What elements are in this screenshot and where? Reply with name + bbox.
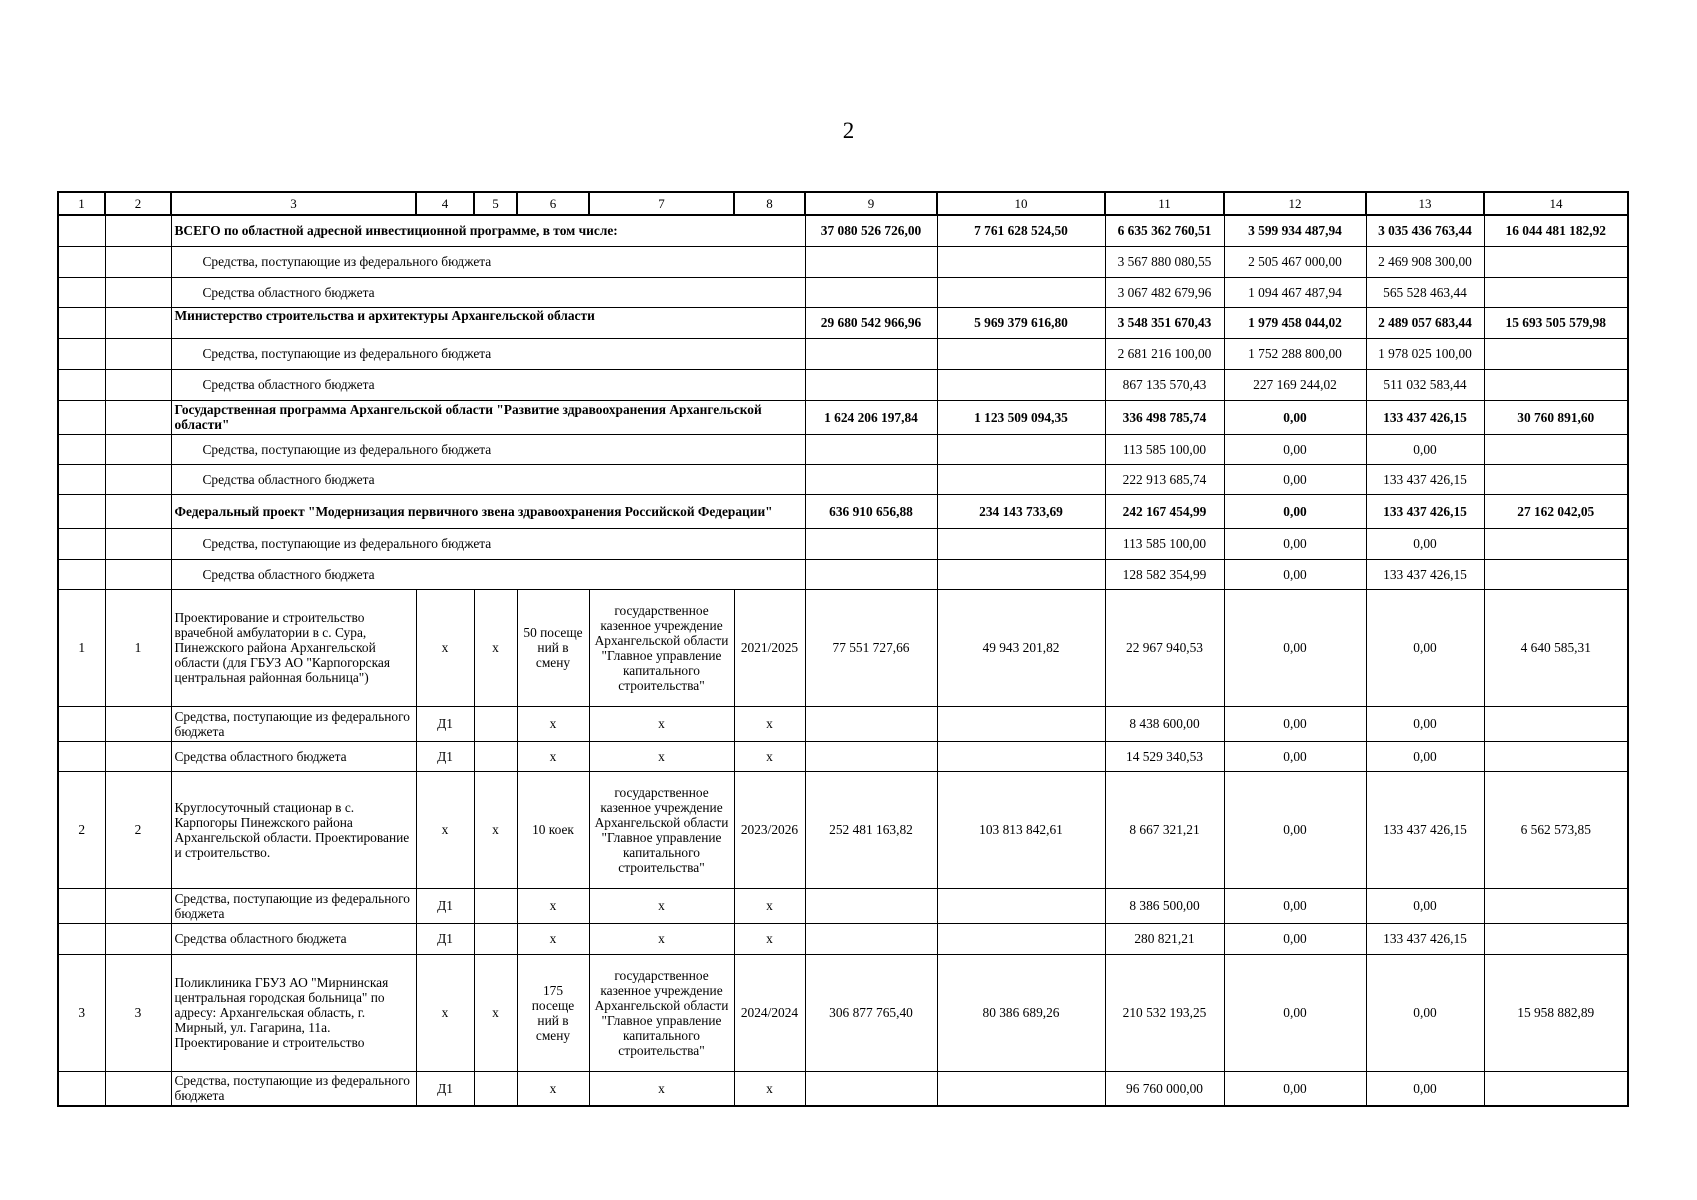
- value-cell: 6 562 573,85: [1484, 771, 1628, 888]
- value-cell: 0,00: [1366, 589, 1484, 706]
- row-number: 2: [58, 771, 105, 888]
- object-name: Поликлиника ГБУЗ АО "Мирнинская центральная городская больница" по адресу: Архангельская область, г. Мирный, ул. Гагарина, 11а. Проектирование и строительство: [171, 954, 416, 1071]
- value-cell: 252 481 163,82: [805, 771, 937, 888]
- value-cell: 3 599 934 487,94: [1224, 215, 1366, 246]
- cell-c7: х: [589, 741, 734, 771]
- funding-label: Средства, поступающие из федерального бюджета: [171, 246, 805, 277]
- column-number: 9: [805, 192, 937, 215]
- value-cell: 336 498 785,74: [1105, 400, 1224, 434]
- funding-label: Средства областного бюджета: [171, 923, 416, 954]
- value-cell: 0,00: [1366, 741, 1484, 771]
- column-number: 8: [734, 192, 805, 215]
- row-number: 2: [105, 771, 171, 888]
- value-cell: 0,00: [1224, 1071, 1366, 1106]
- funding-label: Средства, поступающие из федерального бюджета: [171, 434, 805, 464]
- row-number: 3: [58, 954, 105, 1071]
- value-cell: 0,00: [1224, 528, 1366, 559]
- value-cell: 30 760 891,60: [1484, 400, 1628, 434]
- value-cell: 0,00: [1366, 434, 1484, 464]
- value-cell: 1 752 288 800,00: [1224, 338, 1366, 369]
- value-cell: 1 979 458 044,02: [1224, 307, 1366, 338]
- value-cell: 5 969 379 616,80: [937, 307, 1105, 338]
- value-cell: 1 624 206 197,84: [805, 400, 937, 434]
- regional-funds-row: [58, 369, 1628, 400]
- value-cell: 3 567 880 080,55: [1105, 246, 1224, 277]
- cell-c5: х: [474, 954, 517, 1071]
- federal-funds-row: [58, 706, 1628, 741]
- funding-label: Средства, поступающие из федерального бюджета: [171, 1071, 416, 1106]
- funding-label: Средства областного бюджета: [171, 369, 805, 400]
- value-cell: 2 681 216 100,00: [1105, 338, 1224, 369]
- value-cell: 565 528 463,44: [1366, 277, 1484, 307]
- row-number: 1: [105, 589, 171, 706]
- funding-label: Средства областного бюджета: [171, 277, 805, 307]
- value-cell: 15 958 882,89: [1484, 954, 1628, 1071]
- regional-funds-row: [58, 464, 1628, 494]
- value-cell: 0,00: [1366, 1071, 1484, 1106]
- column-number: 6: [517, 192, 589, 215]
- value-cell: 242 167 454,99: [1105, 494, 1224, 528]
- value-cell: 133 437 426,15: [1366, 771, 1484, 888]
- value-cell: 0,00: [1224, 954, 1366, 1071]
- cell-c8: х: [734, 741, 805, 771]
- value-cell: 0,00: [1224, 888, 1366, 923]
- object-row: [58, 771, 1628, 888]
- value-cell: 2 489 057 683,44: [1366, 307, 1484, 338]
- cell-c6: х: [517, 923, 589, 954]
- cell-c6: х: [517, 888, 589, 923]
- value-cell: 210 532 193,25: [1105, 954, 1224, 1071]
- value-cell: 0,00: [1224, 400, 1366, 434]
- funding-label: Средства, поступающие из федерального бюджета: [171, 338, 805, 369]
- value-cell: 0,00: [1224, 464, 1366, 494]
- value-cell: 49 943 201,82: [937, 589, 1105, 706]
- object-customer: государственное казенное учреждение Архангельской области "Главное управление капитального строительства": [589, 771, 734, 888]
- value-cell: 3 548 351 670,43: [1105, 307, 1224, 338]
- regional-funds-row: [58, 923, 1628, 954]
- regional-funds-row: [58, 559, 1628, 589]
- federal-funds-row: [58, 434, 1628, 464]
- value-cell: 636 910 656,88: [805, 494, 937, 528]
- column-number: 2: [105, 192, 171, 215]
- regional-funds-row: [58, 741, 1628, 771]
- value-cell: 0,00: [1224, 706, 1366, 741]
- cell-c4: Д1: [416, 741, 474, 771]
- object-capacity: 50 посеще ний в смену: [517, 589, 589, 706]
- cell-c5: х: [474, 589, 517, 706]
- column-number: 1: [58, 192, 105, 215]
- column-number: 13: [1366, 192, 1484, 215]
- value-cell: 133 437 426,15: [1366, 400, 1484, 434]
- cell-c6: х: [517, 1071, 589, 1106]
- value-cell: 280 821,21: [1105, 923, 1224, 954]
- column-number: 10: [937, 192, 1105, 215]
- value-cell: 8 667 321,21: [1105, 771, 1224, 888]
- federal-funds-row: [58, 1071, 1628, 1106]
- value-cell: 133 437 426,15: [1366, 923, 1484, 954]
- object-capacity: 175 посеще ний в смену: [517, 954, 589, 1071]
- column-number: 3: [171, 192, 416, 215]
- value-cell: 22 967 940,53: [1105, 589, 1224, 706]
- column-number-row: [58, 192, 1628, 215]
- object-period: 2021/2025: [734, 589, 805, 706]
- cell-c4: Д1: [416, 1071, 474, 1106]
- page-number: 2: [842, 118, 855, 143]
- value-cell: 8 386 500,00: [1105, 888, 1224, 923]
- cell-c4: х: [416, 589, 474, 706]
- value-cell: 113 585 100,00: [1105, 434, 1224, 464]
- cell-c8: х: [734, 888, 805, 923]
- section-total-row: [58, 400, 1628, 434]
- section-title: ВСЕГО по областной адресной инвестиционной программе, в том числе:: [171, 215, 805, 246]
- value-cell: 0,00: [1224, 923, 1366, 954]
- section-title: Государственная программа Архангельской области "Развитие здравоохранения Архангельской области": [171, 400, 805, 434]
- value-cell: 306 877 765,40: [805, 954, 937, 1071]
- value-cell: 234 143 733,69: [937, 494, 1105, 528]
- value-cell: 0,00: [1224, 741, 1366, 771]
- funding-label: Средства областного бюджета: [171, 464, 805, 494]
- column-number: 14: [1484, 192, 1628, 215]
- federal-funds-row: [58, 338, 1628, 369]
- column-number: 7: [589, 192, 734, 215]
- value-cell: 16 044 481 182,92: [1484, 215, 1628, 246]
- value-cell: 8 438 600,00: [1105, 706, 1224, 741]
- federal-funds-row: [58, 888, 1628, 923]
- cell-c7: х: [589, 706, 734, 741]
- cell-c4: Д1: [416, 706, 474, 741]
- section-title: Министерство строительства и архитектуры Архангельской области: [171, 307, 805, 338]
- value-cell: 133 437 426,15: [1366, 494, 1484, 528]
- object-period: 2024/2024: [734, 954, 805, 1071]
- regional-funds-row: [58, 277, 1628, 307]
- federal-funds-row: [58, 246, 1628, 277]
- value-cell: 0,00: [1366, 706, 1484, 741]
- section-title: Федеральный проект "Модернизация первичного звена здравоохранения Российской Федерации": [171, 494, 805, 528]
- object-period: 2023/2026: [734, 771, 805, 888]
- column-number: 4: [416, 192, 474, 215]
- funding-label: Средства, поступающие из федерального бюджета: [171, 888, 416, 923]
- cell-c7: х: [589, 1071, 734, 1106]
- value-cell: 0,00: [1366, 528, 1484, 559]
- section-total-row: [58, 307, 1628, 338]
- value-cell: 227 169 244,02: [1224, 369, 1366, 400]
- cell-c4: Д1: [416, 923, 474, 954]
- value-cell: 867 135 570,43: [1105, 369, 1224, 400]
- cell-c8: х: [734, 923, 805, 954]
- value-cell: 1 123 509 094,35: [937, 400, 1105, 434]
- value-cell: 0,00: [1224, 494, 1366, 528]
- object-row: [58, 954, 1628, 1071]
- section-total-row: [58, 215, 1628, 246]
- value-cell: 27 162 042,05: [1484, 494, 1628, 528]
- value-cell: 0,00: [1366, 954, 1484, 1071]
- value-cell: 0,00: [1224, 559, 1366, 589]
- funding-label: Средства, поступающие из федерального бюджета: [171, 706, 416, 741]
- value-cell: 7 761 628 524,50: [937, 215, 1105, 246]
- object-row: [58, 589, 1628, 706]
- value-cell: 37 080 526 726,00: [805, 215, 937, 246]
- column-number: 5: [474, 192, 517, 215]
- value-cell: 0,00: [1224, 434, 1366, 464]
- federal-funds-row: [58, 528, 1628, 559]
- cell-c7: х: [589, 888, 734, 923]
- row-number: 3: [105, 954, 171, 1071]
- value-cell: 133 437 426,15: [1366, 559, 1484, 589]
- column-number: 12: [1224, 192, 1366, 215]
- value-cell: 222 913 685,74: [1105, 464, 1224, 494]
- value-cell: 1 094 467 487,94: [1224, 277, 1366, 307]
- value-cell: 133 437 426,15: [1366, 464, 1484, 494]
- value-cell: 113 585 100,00: [1105, 528, 1224, 559]
- value-cell: 128 582 354,99: [1105, 559, 1224, 589]
- cell-c4: Д1: [416, 888, 474, 923]
- cell-c7: х: [589, 923, 734, 954]
- value-cell: 29 680 542 966,96: [805, 307, 937, 338]
- funding-label: Средства областного бюджета: [171, 559, 805, 589]
- funding-label: Средства областного бюджета: [171, 741, 416, 771]
- object-customer: государственное казенное учреждение Архангельской области "Главное управление капитального строительства": [589, 589, 734, 706]
- object-name: Проектирование и строительство врачебной амбулатории в с. Сура, Пинежского района Архангельской области (для ГБУЗ АО "Карпогорская центральная районная больница"): [171, 589, 416, 706]
- cell-c4: х: [416, 771, 474, 888]
- value-cell: 0,00: [1224, 589, 1366, 706]
- value-cell: 2 469 908 300,00: [1366, 246, 1484, 277]
- section-total-row: [58, 494, 1628, 528]
- value-cell: 0,00: [1366, 888, 1484, 923]
- cell-c5: х: [474, 771, 517, 888]
- value-cell: 0,00: [1224, 771, 1366, 888]
- value-cell: 4 640 585,31: [1484, 589, 1628, 706]
- value-cell: 15 693 505 579,98: [1484, 307, 1628, 338]
- value-cell: 2 505 467 000,00: [1224, 246, 1366, 277]
- value-cell: 1 978 025 100,00: [1366, 338, 1484, 369]
- value-cell: 14 529 340,53: [1105, 741, 1224, 771]
- row-number: 1: [58, 589, 105, 706]
- cell-c8: х: [734, 706, 805, 741]
- cell-c6: х: [517, 741, 589, 771]
- cell-c4: х: [416, 954, 474, 1071]
- cell-c6: х: [517, 706, 589, 741]
- investment-program-table: [57, 191, 1629, 1107]
- value-cell: 3 067 482 679,96: [1105, 277, 1224, 307]
- funding-label: Средства, поступающие из федерального бюджета: [171, 528, 805, 559]
- column-number: 11: [1105, 192, 1224, 215]
- object-customer: государственное казенное учреждение Архангельской области "Главное управление капитального строительства": [589, 954, 734, 1071]
- value-cell: 103 813 842,61: [937, 771, 1105, 888]
- value-cell: 80 386 689,26: [937, 954, 1105, 1071]
- object-capacity: 10 коек: [517, 771, 589, 888]
- value-cell: 77 551 727,66: [805, 589, 937, 706]
- value-cell: 3 035 436 763,44: [1366, 215, 1484, 246]
- value-cell: 6 635 362 760,51: [1105, 215, 1224, 246]
- value-cell: 511 032 583,44: [1366, 369, 1484, 400]
- cell-c8: х: [734, 1071, 805, 1106]
- value-cell: 96 760 000,00: [1105, 1071, 1224, 1106]
- object-name: Круглосуточный стационар в с. Карпогоры Пинежского района Архангельской области. Проектирование и строительство.: [171, 771, 416, 888]
